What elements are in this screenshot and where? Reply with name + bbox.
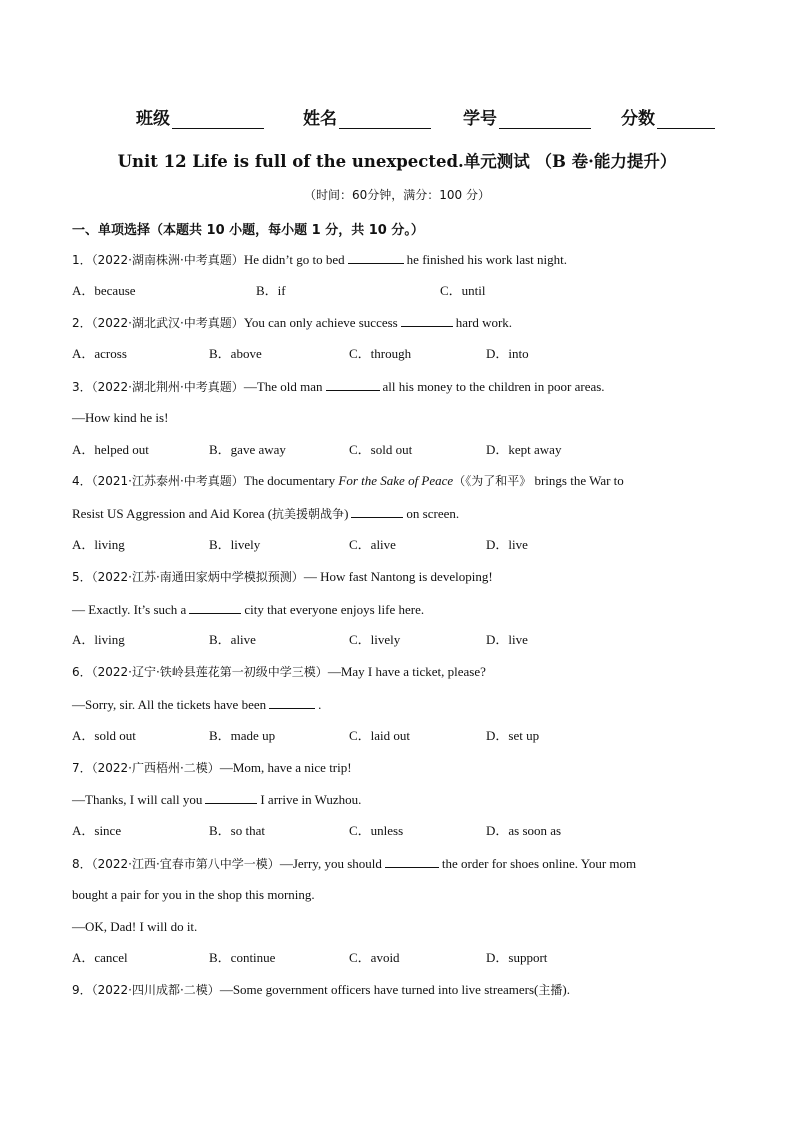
class-blank[interactable] (172, 110, 264, 129)
question-6-options (72, 727, 732, 745)
question-4: 4．（2021·江苏泰州·中考真题）The documentary For the Sake of Peace（《为了和平》 brings the War to (72, 473, 624, 488)
question-3-options (72, 441, 732, 459)
question-9: 9．（2022·四川成都·二模）—Some government officers have turned into live streamers(主播). (72, 982, 570, 997)
question-source: 8．（2022·江西·宜春市第八中学一模） (72, 857, 280, 871)
question-5: 5．（2022·江苏·南通田家炳中学模拟预测）— How fast Nantong is developing! (72, 569, 493, 584)
question-4-line-2: Resist US Aggression and Aid Korea (抗美援朝战争) on screen. (72, 506, 460, 521)
question-8-options (72, 949, 732, 967)
option-d[interactable]: D．as soon as (486, 823, 562, 838)
question-source: 6．（2022·辽宁·铁岭县莲花第一初级中学三模） (72, 665, 328, 679)
name-field[interactable] (303, 104, 431, 129)
question-7-options (72, 822, 732, 840)
film-title: For the Sake of Peace (338, 473, 454, 488)
question-source: 1．（2022·湖南株洲·中考真题） (72, 253, 244, 267)
student-id-blank[interactable] (499, 110, 591, 129)
option-c[interactable]: C．alive (349, 537, 396, 552)
student-info-header (136, 104, 736, 130)
question-source: 7．（2022·广西梧州·二模） (72, 761, 220, 775)
option-b[interactable]: B．alive (209, 632, 256, 647)
answer-blank[interactable] (326, 377, 380, 391)
option-d[interactable]: D．set up (486, 728, 540, 743)
question-7: 7．（2022·广西梧州·二模）—Mom, have a nice trip! (72, 760, 352, 775)
option-a[interactable]: A．since (72, 823, 122, 838)
question-8-line-2: bought a pair for you in the shop this morning. (72, 887, 315, 902)
option-c[interactable]: C．lively (349, 632, 401, 647)
answer-blank[interactable] (189, 600, 241, 614)
score-blank[interactable] (657, 110, 715, 129)
question-source: 3．（2022·湖北荆州·中考真题） (72, 380, 244, 394)
answer-blank[interactable] (348, 250, 404, 264)
question-6: 6．（2022·辽宁·铁岭县莲花第一初级中学三模）—May I have a ticket, please? (72, 664, 486, 679)
question-source: 9．（2022·四川成都·二模） (72, 983, 220, 997)
class-field[interactable] (136, 104, 264, 129)
answer-blank[interactable] (269, 695, 315, 709)
question-8: 8．（2022·江西·宜春市第八中学一模）—Jerry, you should the order for shoes online. Your mom (72, 856, 637, 871)
option-d[interactable]: D．into (486, 346, 529, 361)
option-a[interactable]: A．cancel (72, 950, 128, 965)
answer-blank[interactable] (351, 504, 403, 518)
question-5-line-2: — Exactly. It’s such a city that everyone enjoys life here. (72, 602, 425, 617)
option-b[interactable]: B．above (209, 346, 262, 361)
student-id-label: 学号 (463, 109, 497, 129)
option-c[interactable]: C．through (349, 346, 412, 361)
question-4-options (72, 536, 732, 554)
question-5-options (72, 631, 732, 649)
option-b[interactable]: B．continue (209, 950, 276, 965)
score-label: 分数 (621, 109, 655, 129)
option-d[interactable]: D．live (486, 632, 528, 647)
answer-blank[interactable] (385, 854, 439, 868)
option-b[interactable]: B．if (256, 283, 286, 298)
answer-blank[interactable] (205, 790, 257, 804)
question-1: 1．（2022·湖南株洲·中考真题）He didn’t go to bed he finished his work last night. (72, 252, 567, 267)
name-blank[interactable] (339, 110, 431, 129)
option-a[interactable]: A．sold out (72, 728, 136, 743)
student-id-field[interactable] (463, 104, 591, 129)
question-source: 5．（2022·江苏·南通田家炳中学模拟预测） (72, 570, 304, 584)
question-7-line-2: —Thanks, I will call you I arrive in Wuzhou. (72, 792, 362, 807)
option-c[interactable]: C．unless (349, 823, 404, 838)
option-c[interactable]: C．until (440, 283, 486, 298)
option-a[interactable]: A．because (72, 283, 136, 298)
page-title: Unit 12 Life is full of the unexpected.单元测试 （B 卷·能力提升） (117, 152, 677, 171)
question-3-reply: —How kind he is! (72, 410, 169, 425)
question-8-reply: —OK, Dad! I will do it. (72, 919, 198, 934)
option-c[interactable]: C．avoid (349, 950, 400, 965)
question-3: 3．（2022·湖北荆州·中考真题）—The old man all his money to the children in poor areas. (72, 379, 605, 394)
option-b[interactable]: B．so that (209, 823, 265, 838)
option-c[interactable]: C．sold out (349, 442, 413, 457)
score-field[interactable] (621, 104, 715, 129)
option-a[interactable]: A．living (72, 632, 125, 647)
option-a[interactable]: A．helped out (72, 442, 149, 457)
question-6-line-2: —Sorry, sir. All the tickets have been . (72, 697, 322, 712)
question-2-options (72, 345, 732, 363)
option-d[interactable]: D．support (486, 950, 548, 965)
option-c[interactable]: C．laid out (349, 728, 411, 743)
question-source: 4．（2021·江苏泰州·中考真题） (72, 474, 244, 488)
option-b[interactable]: B．made up (209, 728, 276, 743)
question-1-options (72, 282, 732, 300)
option-b[interactable]: B．lively (209, 537, 261, 552)
option-a[interactable]: A．across (72, 346, 127, 361)
section-title: 一、单项选择（本题共 10 小题，每小题 1 分，共 10 分。） (72, 223, 424, 238)
option-a[interactable]: A．living (72, 537, 125, 552)
question-2: 2．（2022·湖北武汉·中考真题）You can only achieve success hard work. (72, 315, 513, 330)
class-label: 班级 (136, 109, 170, 129)
exam-time-score: （时间：60分钟，满分：100 分） (304, 188, 490, 202)
option-d[interactable]: D．kept away (486, 442, 562, 457)
question-source: 2．（2022·湖北武汉·中考真题） (72, 316, 244, 330)
option-b[interactable]: B．gave away (209, 442, 286, 457)
answer-blank[interactable] (401, 313, 453, 327)
option-d[interactable]: D．live (486, 537, 528, 552)
name-label: 姓名 (303, 109, 337, 129)
